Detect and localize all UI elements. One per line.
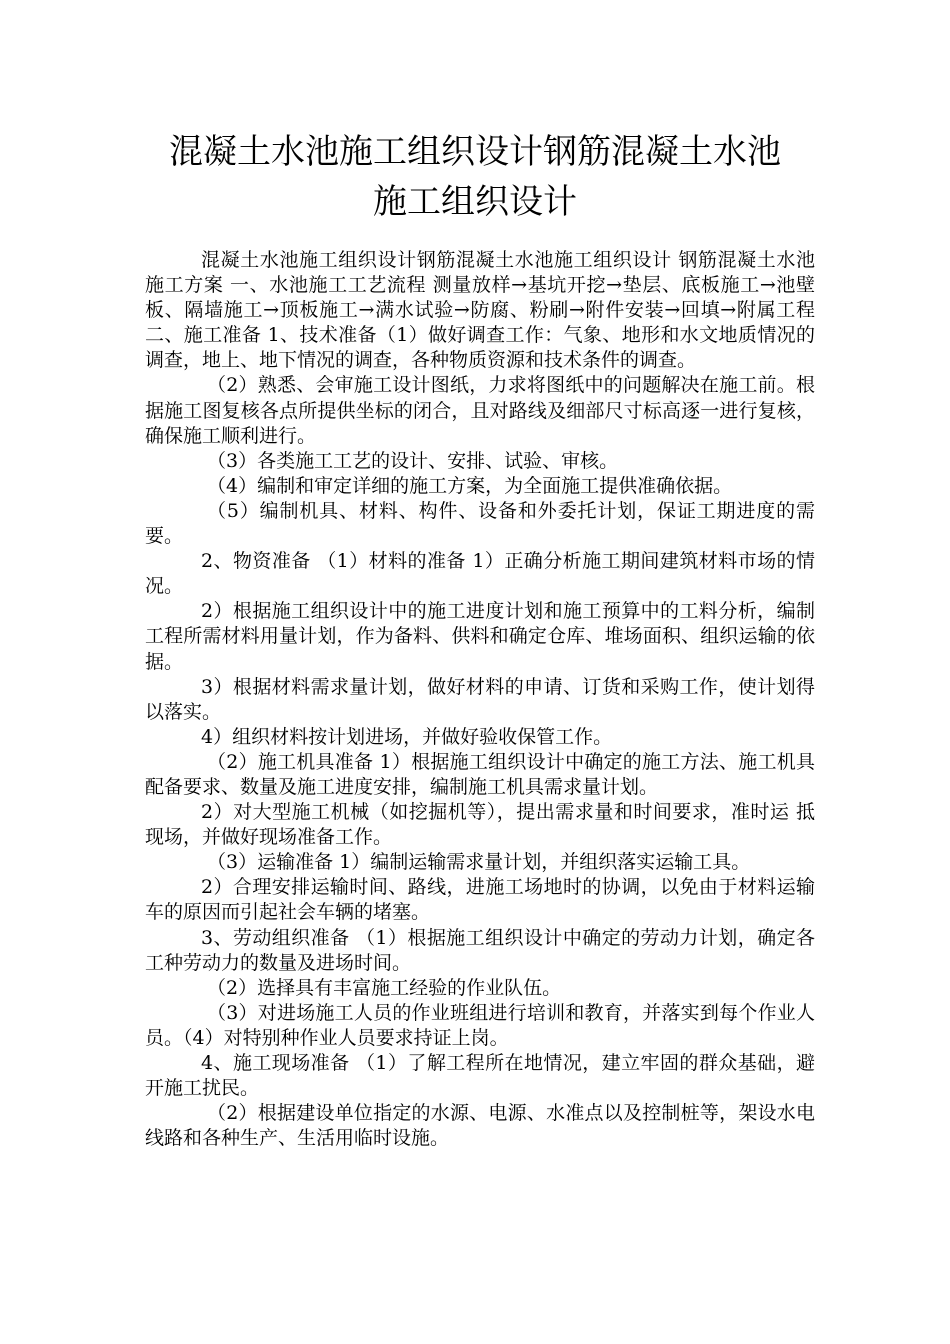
paragraph: （2）施工机具准备 1）根据施工组织设计中确定的施工方法、施工机具配备要求、数量及施工进度安排，编制施工机具需求量计划。 [145,750,815,798]
paragraph: 3、劳动组织准备 （1）根据施工组织设计中确定的劳动力计划，确定各工种劳动力的数量及进场时间。 [145,926,815,974]
paragraph: 2）合理安排运输时间、路线，进施工场地时的协调，以免由于材料运输车的原因而引起社会车辆的堵塞。 [145,876,815,924]
document-title-line-2: 施工组织设计 [373,182,577,222]
paragraph: （2）熟悉、会审施工设计图纸，力求将图纸中的问题解决在施工前。根据施工图复核各点所提供坐标的闭合，且对路线及细部尺寸标高逐一进行复核，确保施工顺利进行。 [145,374,815,447]
paragraph: （4）编制和审定详细的施工方案，为全面施工提供准确依据。 [207,474,733,497]
document-body [145,248,815,1151]
paragraph: 3）根据材料需求量计划，做好材料的申请、订货和采购工作，使计划得以落实。 [145,675,815,723]
paragraph: 2）根据施工组织设计中的施工进度计划和施工预算中的工料分析，编制工程所需材料用量计划，作为备料、供料和确定仓库、堆场面积、组织运输的依据。 [145,600,815,673]
paragraph: （3）对进场施工人员的作业班组进行培训和教育，并落实到每个作业人员。（4）对特别种作业人员要求持证上岗。 [145,1001,815,1049]
paragraph: （2）根据建设单位指定的水源、电源、水准点以及控制桩等，架设水电线路和各种生产、生活用临时设施。 [145,1102,815,1150]
paragraph: （3）各类施工工艺的设计、安排、试验、审核。 [207,449,619,472]
paragraph: （5）编制机具、材料、构件、设备和外委托计划，保证工期进度的需要。 [145,499,815,548]
paragraph: （3）运输准备 1）编制运输需求量计划，并组织落实运输工具。 [207,851,751,874]
paragraph: 4）组织材料按计划进场，并做好验收保管工作。 [201,725,613,748]
paragraph: （2）选择具有丰富施工经验的作业队伍。 [207,976,562,999]
paragraph: 2、物资准备 （1）材料的准备 1）正确分析施工期间建筑材料市场的情况。 [145,550,815,598]
paragraph: 4、施工现场准备 （1）了解工程所在地情况，建立牢固的群众基础，避开施工扰民。 [145,1052,815,1100]
document-title-line-1: 混凝土水池施工组织设计钢筋混凝土水池 [169,132,781,172]
paragraph: 混凝土水池施工组织设计钢筋混凝土水池施工组织设计 钢筋混凝土水池施工方案 一、水池施工工艺流程 测量放样→基坑开挖→垫层、底板施工→池壁板、隔墙施工→顶板施工→满水试验→防腐、粉刷→附件安装→回填→附属工程 二、施工准备 1、技术准备（1）做好调查工作：气象、地形和水文地质情况的调查，地上、地下情况的调查，各种物质资源和技术条件的调查。 [145,249,815,372]
paragraph: 2）对大型施工机械（如挖掘机等），提出需求量和时间要求，准时运 抵现场，并做好现场准备工作。 [145,801,815,849]
